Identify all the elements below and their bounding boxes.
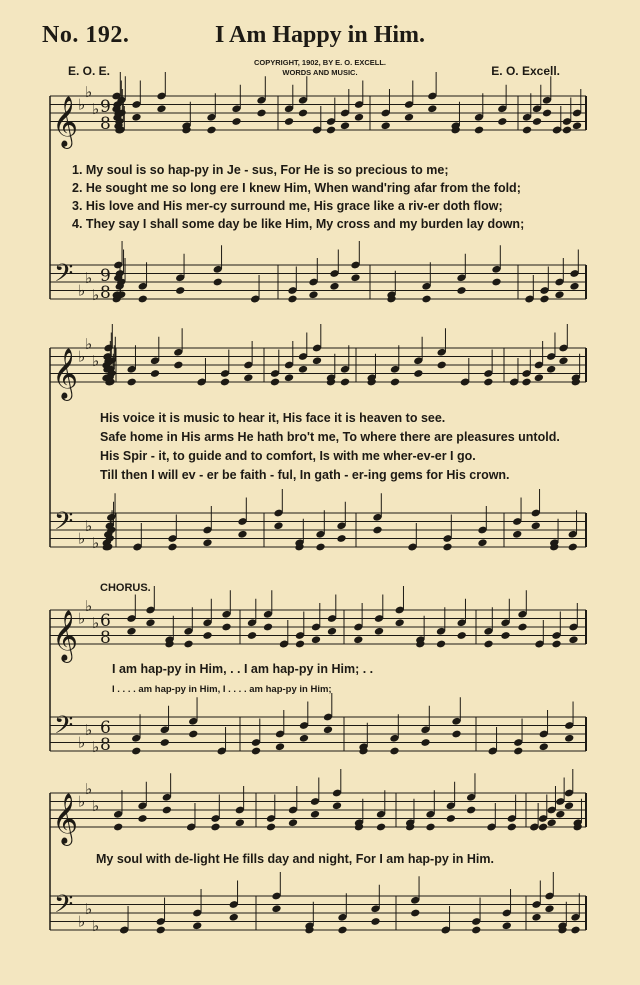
bass-note <box>569 282 579 291</box>
bass-clef-icon: 𝄢 <box>54 259 74 294</box>
bass-note <box>337 926 347 935</box>
bass-clef-icon: 𝄢 <box>54 507 74 542</box>
key-signature-flat-icon: ♭ <box>85 596 93 615</box>
bass-note <box>372 526 382 535</box>
treble-note <box>427 104 437 113</box>
bass-note <box>167 543 177 552</box>
treble-staff <box>50 348 586 382</box>
bass-note <box>175 286 185 295</box>
bass-clef-icon: 𝄢 <box>54 890 74 925</box>
verse-2-line-2: Safe home in His arms He hath bro't me, To where there are pleasures untold. <box>100 430 560 444</box>
treble-note <box>113 823 123 832</box>
treble-note <box>474 126 484 135</box>
treble-staff <box>50 96 586 130</box>
key-signature-flat-icon: ♭ <box>92 533 100 552</box>
treble-note <box>150 369 160 378</box>
treble-note <box>564 801 574 810</box>
key-signature-flat-icon: ♭ <box>92 99 100 118</box>
bass-note <box>539 742 549 751</box>
key-signature-flat-icon: ♭ <box>85 779 93 798</box>
treble-note <box>340 378 350 387</box>
bass-note <box>513 747 523 756</box>
copyright-line-2: WORDS AND MUSIC. <box>282 68 358 77</box>
bass-note <box>275 742 285 751</box>
words-author: E. O. E. <box>68 64 111 78</box>
key-signature-flat-icon: ♭ <box>78 609 86 628</box>
key-signature-flat-icon: ♭ <box>78 95 86 114</box>
treble-note <box>263 623 273 632</box>
treble-note <box>562 126 572 135</box>
time-signature-bottom: 8 <box>100 114 111 134</box>
treble-note <box>266 823 276 832</box>
treble-note <box>374 627 384 636</box>
treble-note <box>327 627 337 636</box>
treble-note <box>156 104 166 113</box>
treble-note <box>425 823 435 832</box>
treble-note <box>547 818 557 827</box>
bass-note <box>229 913 239 922</box>
bass-note <box>442 543 452 552</box>
treble-note <box>555 810 565 819</box>
verse-4-line-2: Till then I will ev - er be faith - ful, In gath - er-ing gems for His crown. <box>100 468 510 482</box>
bass-note <box>188 730 198 739</box>
key-signature-flat-icon: ♭ <box>78 529 86 548</box>
treble-note <box>310 810 320 819</box>
bass-note <box>323 725 333 734</box>
treble-note <box>466 806 476 815</box>
bass-note <box>370 917 380 926</box>
time-signature-bottom: 8 <box>100 735 111 755</box>
treble-note <box>522 126 532 135</box>
verse-3-line-1: 3. His love and His mer-cy surround me, His grace like a riv-er doth flow; <box>72 199 503 213</box>
treble-note <box>295 640 305 649</box>
key-signature-flat-icon: ♭ <box>85 268 93 287</box>
treble-note <box>551 640 561 649</box>
key-signature-flat-icon: ♭ <box>85 720 93 739</box>
treble-note <box>381 121 391 130</box>
treble-note <box>353 635 363 644</box>
bass-note <box>273 521 283 530</box>
key-signature-flat-icon: ♭ <box>92 351 100 370</box>
treble-note <box>202 631 212 640</box>
bass-note <box>502 921 512 930</box>
treble-note <box>507 823 517 832</box>
treble-note <box>497 117 507 126</box>
key-signature-flat-icon: ♭ <box>78 347 86 366</box>
treble-note <box>206 126 216 135</box>
key-signature-flat-icon: ♭ <box>78 281 86 300</box>
treble-note <box>437 361 447 370</box>
verse-2-line-1: 2. He sought me so long ere I knew Him, When wand'ring afar from the fold; <box>72 181 521 195</box>
treble-clef-icon: 𝄞 <box>52 96 79 147</box>
key-signature-flat-icon: ♭ <box>85 82 93 101</box>
treble-note <box>395 618 405 627</box>
time-signature-top: 6 <box>100 611 111 631</box>
treble-note <box>404 113 414 122</box>
bass-note <box>420 738 430 747</box>
bass-note <box>131 747 141 756</box>
treble-note <box>532 117 542 126</box>
treble-staff <box>50 793 586 827</box>
bass-note <box>202 538 212 547</box>
treble-note <box>298 109 308 118</box>
treble-note <box>221 623 231 632</box>
bass-note <box>477 538 487 547</box>
bass-note <box>156 926 166 935</box>
verse-1-line-2: His voice it is music to hear it, His face it is heaven to see. <box>100 411 446 425</box>
treble-note <box>288 818 298 827</box>
bass-note <box>471 926 481 935</box>
bass-note <box>329 282 339 291</box>
key-signature-flat-icon: ♭ <box>92 796 100 815</box>
treble-note <box>538 823 548 832</box>
treble-note <box>210 823 220 832</box>
bass-clef-icon: 𝄢 <box>54 711 74 746</box>
treble-note <box>534 373 544 382</box>
verse-1-line-1: 1. My soul is so hap-py in Je - sus, For He is so precious to me; <box>72 163 449 177</box>
bass-note <box>160 738 170 747</box>
bass-note <box>237 530 247 539</box>
verse-3-line-2: His Spir - it, to guide and to comfort, Is with me wher-ev-er I go. <box>100 449 476 463</box>
bass-note <box>554 290 564 299</box>
bass-note <box>138 295 148 304</box>
treble-note <box>243 373 253 382</box>
treble-note <box>312 356 322 365</box>
treble-note <box>436 640 446 649</box>
treble-note <box>446 814 456 823</box>
treble-note <box>332 801 342 810</box>
key-signature-flat-icon: ♭ <box>92 613 100 632</box>
treble-note <box>284 117 294 126</box>
treble-note <box>137 814 147 823</box>
key-signature-flat-icon: ♭ <box>78 733 86 752</box>
treble-note <box>340 121 350 130</box>
treble-note <box>517 623 527 632</box>
key-signature-flat-icon: ♭ <box>78 912 86 931</box>
bass-staff <box>50 513 586 547</box>
chorus-lyric-main: I am hap-py in Him, . . I am hap-py in Him; . . <box>112 662 374 676</box>
bass-note <box>570 926 580 935</box>
hymn-number: No. 192. <box>42 22 130 48</box>
treble-note <box>500 631 510 640</box>
treble-note <box>256 109 266 118</box>
chorus-lyric-echo: I . . . . am hap-py in Him, I . . . . am hap-py in Him; <box>112 684 332 695</box>
treble-note <box>326 126 336 135</box>
key-signature-flat-icon: ♭ <box>85 334 93 353</box>
bass-note <box>456 286 466 295</box>
treble-note <box>354 113 364 122</box>
treble-note <box>546 365 556 374</box>
bass-note <box>271 904 281 913</box>
time-signature-top: 9 <box>100 97 111 117</box>
hymn-title: I Am Happy in Him. <box>214 22 426 48</box>
bass-note <box>410 909 420 918</box>
key-signature-flat-icon: ♭ <box>92 737 100 756</box>
treble-note <box>284 373 294 382</box>
treble-note <box>376 823 386 832</box>
verse-4-line-1: 4. They say I shall some day be like Him, My cross and my burden lay down; <box>72 217 525 231</box>
key-signature-flat-icon: ♭ <box>85 899 93 918</box>
treble-clef-icon: 𝄞 <box>52 610 79 661</box>
bass-note <box>544 904 554 913</box>
chorus-lyric-final: My soul with de-light He fills day and night, For I am hap-py in Him. <box>96 852 494 866</box>
treble-clef-icon: 𝄞 <box>52 348 79 399</box>
time-signature-top: 6 <box>100 718 111 738</box>
bass-note <box>350 273 360 282</box>
treble-note <box>572 121 582 130</box>
time-signature-bottom: 8 <box>100 628 111 648</box>
treble-note <box>413 369 423 378</box>
bass-note <box>539 295 549 304</box>
chorus-label: CHORUS. <box>100 582 151 594</box>
treble-note <box>558 356 568 365</box>
treble-note <box>270 378 280 387</box>
treble-note <box>231 117 241 126</box>
treble-note <box>390 378 400 387</box>
key-signature-flat-icon: ♭ <box>78 792 86 811</box>
time-signature-top: 9 <box>100 266 111 286</box>
bass-note <box>531 913 541 922</box>
treble-note <box>145 618 155 627</box>
bass-note <box>421 295 431 304</box>
bass-note <box>564 734 574 743</box>
bass-staff <box>50 717 586 751</box>
bass-note <box>315 543 325 552</box>
treble-note <box>173 361 183 370</box>
bass-note <box>451 730 461 739</box>
treble-note <box>311 635 321 644</box>
treble-note <box>131 113 141 122</box>
treble-note <box>298 365 308 374</box>
bass-note <box>299 734 309 743</box>
bass-note <box>251 747 261 756</box>
treble-note <box>483 640 493 649</box>
key-signature-flat-icon: ♭ <box>92 916 100 935</box>
bass-note <box>308 290 318 299</box>
treble-note <box>483 378 493 387</box>
treble-note <box>162 806 172 815</box>
bass-staff <box>50 265 586 299</box>
key-signature-flat-icon: ♭ <box>92 285 100 304</box>
treble-clef-icon: 𝄞 <box>52 793 79 844</box>
bass-note <box>213 278 223 287</box>
treble-note <box>220 378 230 387</box>
treble-note <box>521 378 531 387</box>
music-author: E. O. Excell. <box>491 64 560 78</box>
time-signature-bottom: 8 <box>100 283 111 303</box>
bass-note <box>336 534 346 543</box>
treble-note <box>126 627 136 636</box>
treble-note <box>235 818 245 827</box>
treble-note <box>568 635 578 644</box>
treble-note <box>457 631 467 640</box>
copyright-line-1: COPYRIGHT, 1902, BY E. O. EXCELL. <box>254 58 386 67</box>
treble-note <box>247 631 257 640</box>
bass-note <box>568 543 578 552</box>
bass-note <box>287 295 297 304</box>
bass-note <box>531 521 541 530</box>
bass-note <box>512 530 522 539</box>
treble-note <box>183 640 193 649</box>
treble-note <box>127 378 137 387</box>
key-signature-flat-icon: ♭ <box>85 516 93 535</box>
bass-note <box>389 747 399 756</box>
treble-note <box>542 109 552 118</box>
bass-note <box>491 278 501 287</box>
bass-note <box>192 921 202 930</box>
